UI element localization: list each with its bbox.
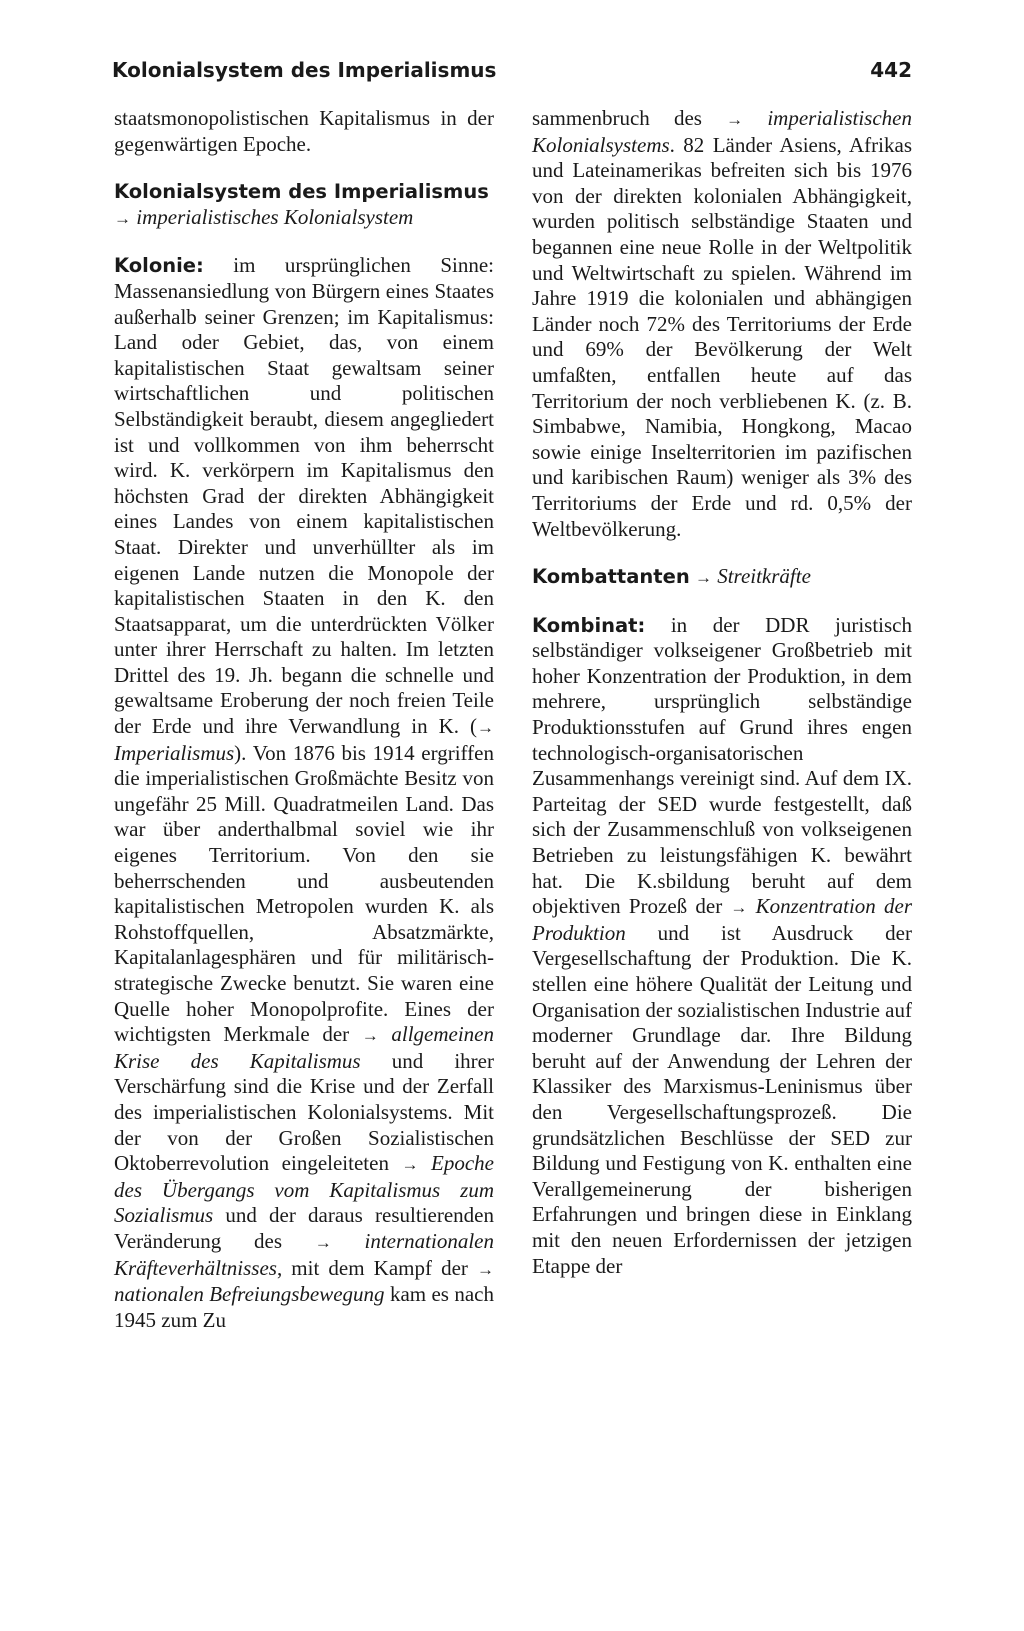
arrow-icon: → <box>694 568 712 588</box>
entry-kolonialsystem <box>114 179 494 231</box>
arrow-icon: → <box>730 898 748 918</box>
intro-paragraph: staatsmonopolistischen Kapitalismus in der gegenwärtigen Epoche. <box>114 106 494 156</box>
entry-heading: Kombattanten <box>532 565 690 589</box>
arrow-icon: → <box>314 1232 332 1252</box>
cross-reference-link[interactable]: internationalen Kräfteverhältnisses <box>114 1228 494 1280</box>
entry-text: im ursprünglichen Sinne: Massenansiedlung von Bürgern eines Staates außerhalb seiner Grenzen; im Kapitalismus: Land oder Gebiet, das, von einem kapitalistischen Staat gewaltsam seiner wirtschaftlichen und politischen Selbständigkeit beraubt, diesem angegliedert ist und vollkommen von ihm beherrscht wird. K. verkörpern im Kapitalismus den höchsten Grad der direkten Abhängigkeit eines Landes von einem kapitalistischen Staat. Direkter und unverhüllter als im eigenen Lande nutzen die Monopole der kapitalistischen Staaten in den K. den Staatsapparat, um die unterdrückten Völker unter ihrer Herrschaft zu halten. Im letzten Drittel des 19. Jh. begann die schnelle und gewaltsame Eroberung der noch freien Teile der Erde und ihre Verwandlung in K. ( <box>114 253 494 739</box>
right-column <box>532 106 912 1279</box>
arrow-icon: → <box>726 110 744 129</box>
cross-reference-link[interactable]: imperialistischen Kolonialsystems <box>532 106 912 157</box>
entry-kolonie <box>114 253 494 1333</box>
entry-text: in der DDR juristisch selbständiger volkseigener Großbetrieb mit hoher Konzentration der Produktion, in dem mehrere, ursprünglich selbständige Produktionsstufen auf Grund ihres engen technologisch-organisatorischen Zusammenhangs vereinigt sind. Auf dem IX. Parteitag der SED wurde festgestellt, daß sich der Zusammenschluß von volkseigenen Betrieben zu leistungsfähigen K. bewährt hat. Die K.sbildung beruht auf dem objektiven Prozeß der <box>532 612 912 919</box>
cross-reference-link[interactable]: nationalen Befreiungsbewegung <box>114 1282 385 1307</box>
cross-reference-link[interactable]: imperialistisches Kolonialsystem <box>136 204 414 229</box>
entry-text: , mit dem Kampf der <box>276 1255 477 1280</box>
entry-heading: Kolonie: <box>114 254 204 278</box>
entry-heading: Kolonialsystem des Imperialismus <box>114 180 489 204</box>
entry-text: . 82 Länder Asiens, Afrikas und Lateinamerikas befreiten sich bis 1976 von der direkten kolonialen Abhängigkeit, wurden politisch selbständige Staaten und begannen eine neue Rolle in der Weltpolitik und Weltwirtschaft zu spielen. Während im Jahre 1919 die kolonialen und abhängigen Länder noch 72% des Territoriums der Erde und 69% der Bevölkerung der Welt umfaßten, entfallen heute auf das Territorium der noch verbliebenen K. (z. B. Simbabwe, Namibia, Hongkong, Macao sowie einige Inselterritorien im pazifischen und karibischen Raum) weniger als 3% des Territoriums der Erde und rd. 0,5% der Weltbevölkerung. <box>532 132 912 541</box>
arrow-icon: → <box>361 1026 379 1046</box>
entry-kombattanten <box>532 564 912 591</box>
arrow-icon: → <box>114 208 131 228</box>
cross-reference-link[interactable]: Konzentration der Produktion <box>532 894 912 945</box>
cross-reference-link[interactable]: Streitkräfte <box>717 564 811 589</box>
entry-heading: Kombinat: <box>532 613 646 637</box>
left-column <box>114 106 494 1333</box>
entry-kombinat <box>532 613 912 1279</box>
cross-reference-link[interactable]: Imperialismus <box>114 740 235 765</box>
cross-reference-link[interactable]: Epoche des Übergangs vom Kapitalismus zum Sozialismus <box>114 1151 494 1228</box>
cross-reference-link[interactable]: allgemeinen Krise des Kapitalismus <box>114 1022 494 1073</box>
running-title: Kolonialsystem des Imperialismus <box>112 58 497 82</box>
running-header <box>112 54 912 88</box>
arrow-icon: → <box>477 718 494 738</box>
entry-text: ). Von 1876 bis 1914 ergriffen die imperialistischen Großmächte Besitz von ungefähr 25 Mill. Quadratmeilen Land. Das war über anderthalbmal soviel wie ihr eigenes Territorium. Von den sie beherrschenden und ausbeutenden kapitalistischen Metropolen wurden K. als Rohstoffquellen, Absatzmärkte, Kapitalanlagesphären und für militärisch-strategische Zwecke benutzt. Sie waren eine Quelle hoher Monopolprofite. Eines der wichtigsten Merkmale der <box>114 740 494 1047</box>
continuation-paragraph <box>532 106 912 542</box>
entry-text: sammenbruch des <box>532 106 727 130</box>
arrow-icon: → <box>477 1259 494 1279</box>
entry-text: und ist Ausdruck der Vergesellschaftung der Produktion. Die K. stellen eine höhere Qualität der Leitung und Organisation der sozialistischen Industrie auf moderner Grundlage dar. Ihre Bildung beruht auf der Anwendung der Lehren der Klassiker des Marxismus-Leninismus über den Vergesellschaftungsprozeß. Die grundsätzlichen Beschlüsse der SED zur Bildung und Festigung von K. enthalten eine Verallgemeinerung der bisherigen Erfahrungen und bringen diese in Einklang mit den neuen Erfordernissen der jetzigen Etappe der <box>532 920 912 1278</box>
entry-text: und der daraus resultierenden Veränderung des <box>114 1203 494 1253</box>
entry-text: kam es nach 1945 zum Zu <box>114 1282 494 1332</box>
page-number: 442 <box>870 58 912 82</box>
arrow-icon: → <box>401 1155 419 1175</box>
entry-text: und ihrer Verschärfung sind die Krise und der Zerfall des imperialistischen Kolonialsystems. Mit der von der Großen Sozialistischen Oktoberrevolution eingeleiteten <box>114 1048 494 1176</box>
